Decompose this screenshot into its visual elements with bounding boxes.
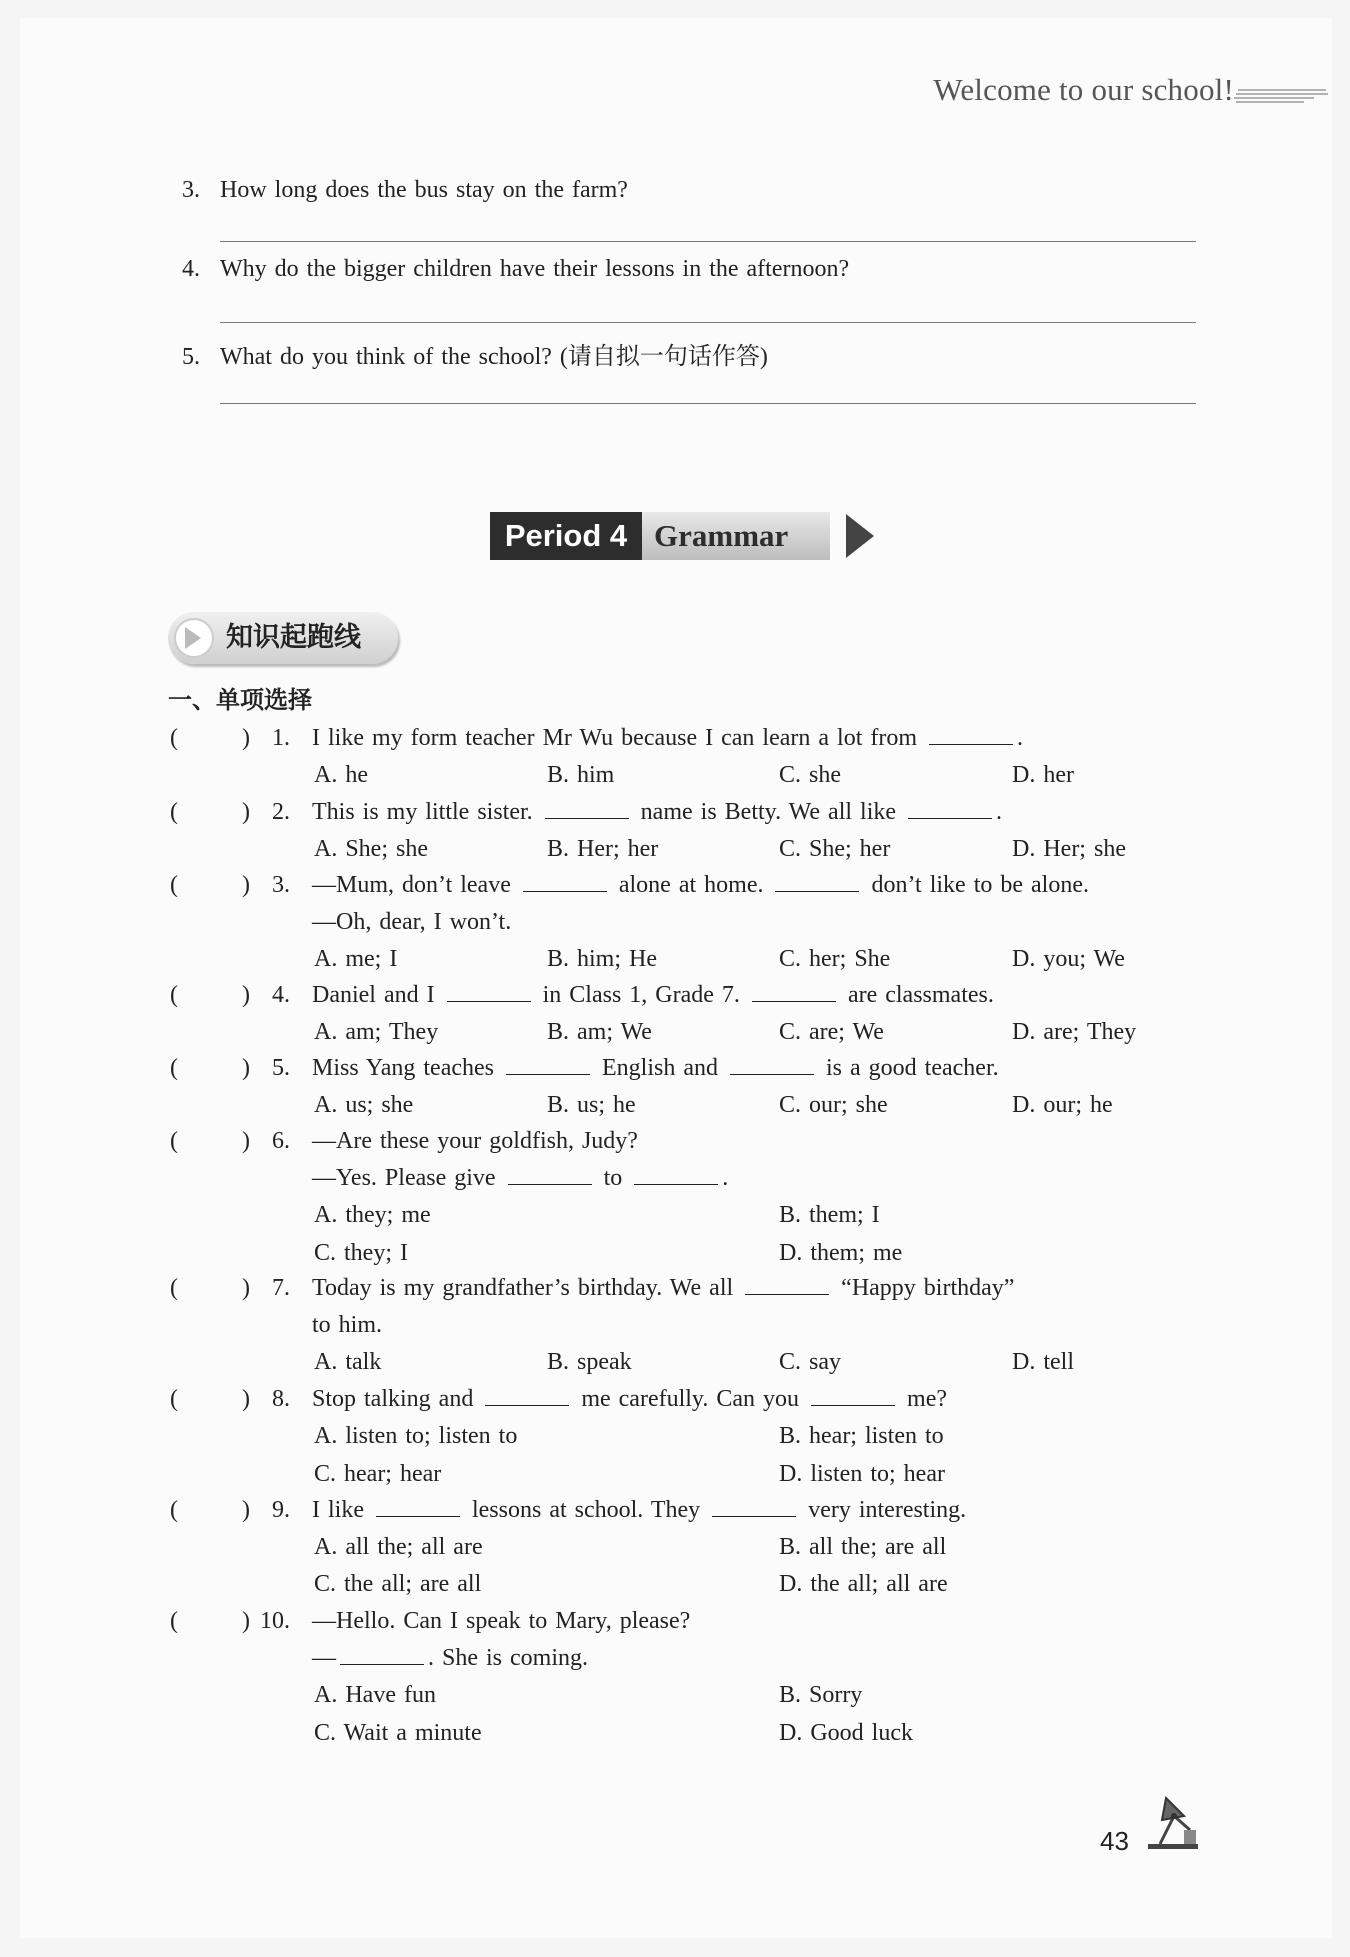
option-a[interactable]: A. he [314, 762, 368, 788]
option-c[interactable]: C. She; her [779, 836, 891, 862]
page [20, 18, 1332, 1938]
stem-text: alone at home. [610, 872, 772, 898]
option-c[interactable]: C. Wait a minute [314, 1720, 482, 1746]
blank[interactable] [775, 873, 859, 892]
section-label: 知识起跑线 [226, 622, 361, 653]
section-badge [168, 612, 398, 664]
period-banner [490, 512, 878, 560]
stem-text: Stop talking and [312, 1386, 482, 1412]
option-d[interactable]: D. Her; she [1012, 836, 1126, 862]
answer-paren-close: ) [242, 982, 250, 1008]
page-number: 43 [1100, 1826, 1129, 1856]
option-a[interactable]: A. they; me [314, 1202, 431, 1228]
option-d[interactable]: D. you; We [1012, 946, 1125, 972]
stem-text: . [722, 1165, 729, 1191]
stem-text: don’t like to be alone. [863, 872, 1089, 898]
running-header: Welcome to our school! [933, 72, 1234, 107]
stem-text: I like my form teacher Mr Wu because I can learn a lot from [312, 725, 926, 751]
mc-stem-line2: to him. [312, 1312, 383, 1338]
option-c[interactable]: C. say [779, 1349, 841, 1375]
play-triangle-icon [185, 627, 201, 649]
blank[interactable] [929, 726, 1013, 745]
option-b[interactable]: B. us; he [547, 1092, 636, 1118]
option-b[interactable]: B. Sorry [779, 1682, 863, 1708]
stem-text: me? [899, 1386, 948, 1412]
mc-stem [312, 1497, 966, 1524]
option-a[interactable]: A. am; They [314, 1019, 439, 1045]
mc-number: 5. [272, 1055, 290, 1081]
option-c[interactable]: C. are; We [779, 1019, 884, 1045]
question-number: 5. [182, 344, 200, 370]
stem-text: This is my little sister. [312, 799, 541, 825]
stem-text: English and [594, 1055, 726, 1081]
mc-number: 1. [272, 725, 290, 751]
blank[interactable] [508, 1166, 592, 1185]
blank[interactable] [340, 1646, 424, 1665]
answer-paren-open[interactable]: ( [170, 982, 178, 1008]
answer-paren-close: ) [242, 1275, 250, 1301]
header-decoration-icon [1234, 86, 1330, 106]
mc-stem [312, 982, 994, 1009]
mc-number: 10. [260, 1608, 290, 1634]
blank[interactable] [447, 983, 531, 1002]
blank[interactable] [730, 1056, 814, 1075]
blank[interactable] [523, 873, 607, 892]
question-text: How long does the bus stay on the farm? [220, 177, 628, 203]
blank[interactable] [545, 800, 629, 819]
period-label: Period 4 [490, 512, 642, 560]
option-a[interactable]: A. Have fun [314, 1682, 436, 1708]
option-d[interactable]: D. Good luck [779, 1720, 913, 1746]
answer-paren-open[interactable]: ( [170, 1386, 178, 1412]
stem-text: I like [312, 1497, 372, 1523]
question-5 [182, 336, 768, 371]
desk-lamp-icon [1140, 1790, 1204, 1854]
stem-text: —Yes. Please give [312, 1165, 504, 1191]
stem-text: is a good teacher. [818, 1055, 999, 1081]
stem-text: —Mum, don’t leave [312, 872, 519, 898]
mc-stem [312, 1386, 947, 1413]
stem-text: . [996, 799, 1003, 825]
question-3 [182, 177, 628, 204]
blank[interactable] [752, 983, 836, 1002]
stem-text: Miss Yang teaches [312, 1055, 502, 1081]
question-number: 4. [182, 256, 200, 282]
blank[interactable] [712, 1498, 796, 1517]
option-d[interactable]: D. listen to; hear [779, 1461, 945, 1487]
answer-line[interactable] [220, 403, 1196, 404]
answer-paren-close: ) [242, 872, 250, 898]
mc-number: 7. [272, 1275, 290, 1301]
mc-stem [312, 1275, 1014, 1302]
answer-line[interactable] [220, 322, 1196, 323]
mc-number: 2. [272, 799, 290, 825]
blank[interactable] [485, 1387, 569, 1406]
answer-paren-close: ) [242, 1608, 250, 1634]
option-a[interactable]: A. listen to; listen to [314, 1423, 518, 1449]
option-d[interactable]: D. are; They [1012, 1019, 1137, 1045]
mc-stem: —Hello. Can I speak to Mary, please? [312, 1608, 691, 1634]
stem-text: — [312, 1645, 336, 1671]
question-number: 3. [182, 177, 200, 203]
mc-number: 3. [272, 872, 290, 898]
option-b[interactable]: B. speak [547, 1349, 632, 1375]
blank[interactable] [634, 1166, 718, 1185]
question-text: Why do the bigger children have their lessons in the afternoon? [220, 256, 850, 282]
mc-number: 4. [272, 982, 290, 1008]
blank[interactable] [811, 1387, 895, 1406]
answer-line[interactable] [220, 241, 1196, 242]
answer-paren-open[interactable]: ( [170, 1497, 178, 1523]
mc-stem [312, 1055, 999, 1082]
option-a[interactable]: A. me; I [314, 946, 398, 972]
answer-paren-close: ) [242, 799, 250, 825]
answer-paren-open[interactable]: ( [170, 725, 178, 751]
blank[interactable] [376, 1498, 460, 1517]
mc-number: 6. [272, 1128, 290, 1154]
answer-paren-close: ) [242, 1055, 250, 1081]
option-b[interactable]: B. all the; are all [779, 1534, 947, 1560]
option-d[interactable]: D. her [1012, 762, 1074, 788]
option-d[interactable]: D. them; me [779, 1240, 903, 1266]
option-c[interactable]: C. our; she [779, 1092, 888, 1118]
answer-paren-open[interactable]: ( [170, 1608, 178, 1634]
option-d[interactable]: D. tell [1012, 1349, 1074, 1375]
answer-paren-open[interactable]: ( [170, 799, 178, 825]
option-c[interactable]: C. they; I [314, 1240, 408, 1266]
option-a[interactable]: A. She; she [314, 836, 428, 862]
question-text: What do you think of the school? (请自拟一句话作答) [220, 344, 768, 370]
option-c[interactable]: C. her; She [779, 946, 891, 972]
option-c[interactable]: C. hear; hear [314, 1461, 442, 1487]
mc-number: 8. [272, 1386, 290, 1412]
part-heading: 一、单项选择 [168, 686, 312, 714]
option-c[interactable]: C. she [779, 762, 841, 788]
option-b[interactable]: B. them; I [779, 1202, 880, 1228]
stem-text: name is Betty. We all like [632, 799, 905, 825]
stem-text: “Happy birthday” [833, 1275, 1015, 1301]
option-b[interactable]: B. Her; her [547, 836, 659, 862]
mc-stem-line2 [312, 1165, 728, 1192]
answer-paren-close: ) [242, 1497, 250, 1523]
option-a[interactable]: A. talk [314, 1349, 382, 1375]
option-a[interactable]: A. us; she [314, 1092, 414, 1118]
option-b[interactable]: B. hear; listen to [779, 1423, 944, 1449]
mc-stem [312, 799, 1002, 826]
stem-text: in Class 1, Grade 7. [534, 982, 748, 1008]
answer-paren-open[interactable]: ( [170, 872, 178, 898]
stem-text: Today is my grandfather’s birthday. We all [312, 1275, 742, 1301]
stem-text: to [595, 1165, 631, 1191]
option-b[interactable]: B. him; He [547, 946, 657, 972]
stem-text: lessons at school. They [463, 1497, 709, 1523]
question-4 [182, 256, 849, 283]
option-d[interactable]: D. our; he [1012, 1092, 1113, 1118]
stem-text: are classmates. [839, 982, 994, 1008]
stem-text: me carefully. Can you [573, 1386, 808, 1412]
mc-stem [312, 872, 1089, 899]
stem-text: . [1017, 725, 1024, 751]
blank[interactable] [745, 1276, 829, 1295]
play-arrow-icon [842, 514, 878, 558]
option-a[interactable]: A. all the; all are [314, 1534, 483, 1560]
option-b[interactable]: B. him [547, 762, 615, 788]
answer-paren-open[interactable]: ( [170, 1275, 178, 1301]
period-title: Grammar [642, 512, 830, 560]
mc-number: 9. [272, 1497, 290, 1523]
blank[interactable] [908, 800, 992, 819]
option-c[interactable]: C. the all; are all [314, 1571, 482, 1597]
stem-text: very interesting. [800, 1497, 967, 1523]
stem-text: . She is coming. [428, 1645, 588, 1671]
option-d[interactable]: D. the all; all are [779, 1571, 948, 1597]
answer-paren-open[interactable]: ( [170, 1128, 178, 1154]
answer-paren-close: ) [242, 1386, 250, 1412]
mc-stem: —Are these your goldfish, Judy? [312, 1128, 638, 1154]
stem-text: Daniel and I [312, 982, 443, 1008]
answer-paren-close: ) [242, 725, 250, 751]
option-b[interactable]: B. am; We [547, 1019, 652, 1045]
answer-paren-close: ) [242, 1128, 250, 1154]
mc-stem [312, 725, 1023, 752]
blank[interactable] [506, 1056, 590, 1075]
answer-paren-open[interactable]: ( [170, 1055, 178, 1081]
mc-stem-line2: —Oh, dear, I won’t. [312, 909, 512, 935]
mc-stem-line2 [312, 1645, 588, 1672]
